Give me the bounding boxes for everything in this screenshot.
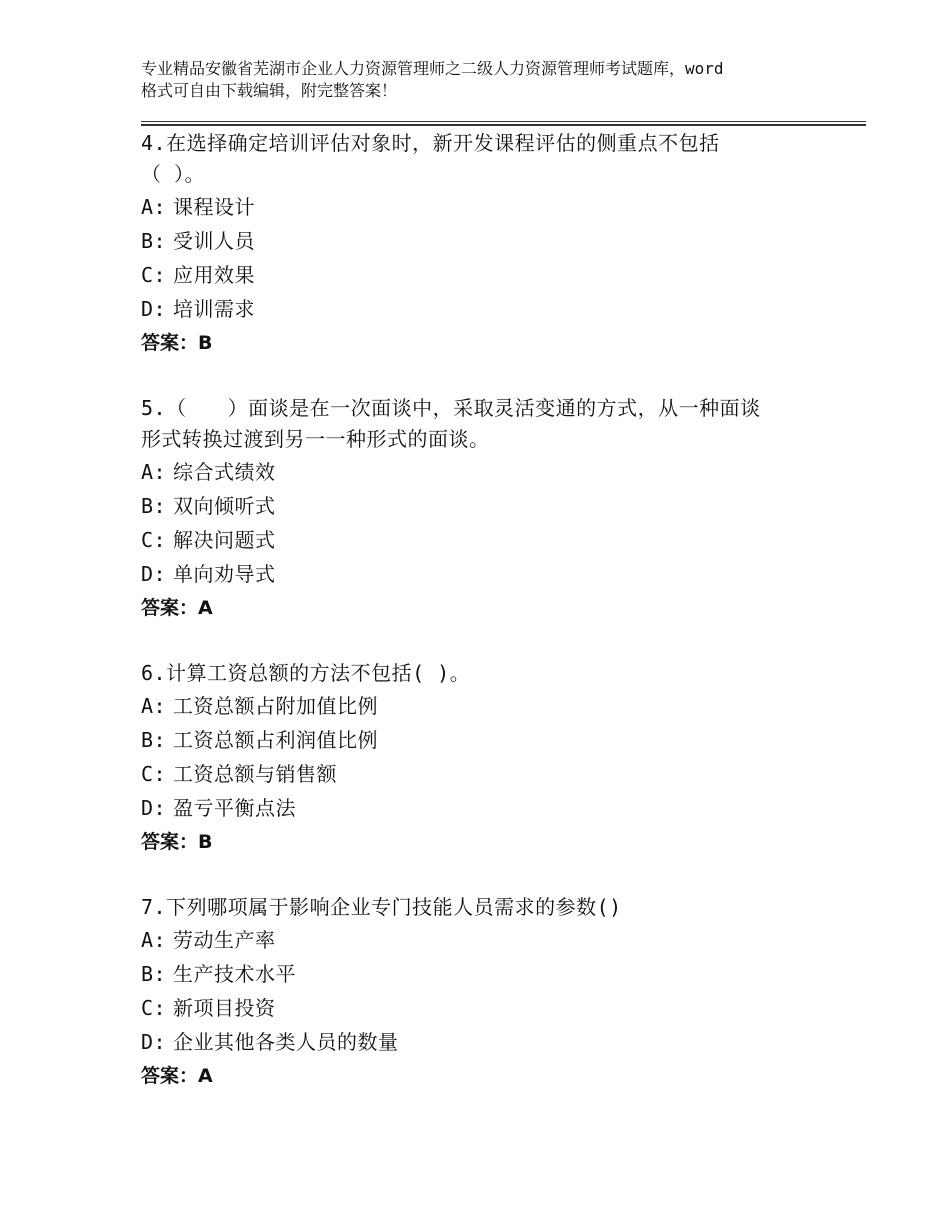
option-letter: C: (141, 762, 167, 786)
question-list (141, 128, 821, 1126)
option-letter: B: (141, 962, 167, 986)
question-stem: 7.下列哪项属于影响企业专门技能人员需求的参数() (141, 895, 622, 919)
option-text: 双向倾听式 (173, 494, 276, 518)
option-d (141, 1025, 821, 1059)
option-letter: B: (141, 229, 167, 253)
option-text: 课程设计 (173, 195, 255, 219)
header-line-1: 专业精品安徽省芜湖市企业人力资源管理师之二级人力资源管理师考试题库，word (141, 59, 724, 78)
question-stem: 6.计算工资总额的方法不包括( )。 (141, 661, 471, 685)
option-text: 单向劝导式 (173, 562, 276, 586)
option-b (141, 224, 821, 258)
option-letter: A: (141, 928, 167, 952)
question-7 (141, 892, 821, 1093)
option-c (141, 523, 821, 557)
question-5 (141, 393, 821, 625)
option-letter: A: (141, 460, 167, 484)
option-d (141, 557, 821, 591)
option-a (141, 689, 821, 723)
question-6 (141, 658, 821, 859)
option-c (141, 991, 821, 1025)
answer-label: 答案：B (141, 332, 213, 354)
option-a (141, 923, 821, 957)
option-d (141, 791, 821, 825)
option-a (141, 190, 821, 224)
option-text: 综合式绩效 (173, 460, 276, 484)
option-a (141, 455, 821, 489)
option-letter: A: (141, 694, 167, 718)
option-letter: D: (141, 297, 167, 321)
header-line-2: 格式可自由下载编辑，附完整答案！ (141, 81, 398, 100)
question-4 (141, 128, 821, 360)
option-c (141, 757, 821, 791)
option-letter: D: (141, 562, 167, 586)
option-text: 解决问题式 (173, 528, 276, 552)
option-letter: C: (141, 263, 167, 287)
option-text: 生产技术水平 (173, 962, 296, 986)
answer-label: 答案：A (141, 597, 213, 619)
option-text: 受训人员 (173, 229, 255, 253)
question-stem: 4.在选择确定培训评估对象时，新开发课程评估的侧重点不包括 (141, 131, 720, 155)
option-text: 应用效果 (173, 263, 255, 287)
option-text: 劳动生产率 (173, 928, 276, 952)
option-letter: A: (141, 195, 167, 219)
document-header (141, 58, 841, 102)
option-letter: C: (141, 528, 167, 552)
option-letter: B: (141, 728, 167, 752)
option-letter: C: (141, 996, 167, 1020)
option-text: 工资总额与销售额 (173, 762, 337, 786)
option-b (141, 489, 821, 523)
option-text: 培训需求 (173, 297, 255, 321)
option-text: 工资总额占附加值比例 (173, 694, 378, 718)
answer-label: 答案：A (141, 1065, 213, 1087)
option-letter: D: (141, 796, 167, 820)
option-b (141, 957, 821, 991)
option-letter: B: (141, 494, 167, 518)
option-text: 企业其他各类人员的数量 (173, 1030, 399, 1054)
option-text: 工资总额占利润值比例 (173, 728, 378, 752)
option-text: 新项目投资 (173, 996, 276, 1020)
question-stem-continued: 形式转换过渡到另一一种形式的面谈。 (141, 427, 490, 451)
header-divider (141, 121, 866, 126)
question-stem: 5.（ ）面谈是在一次面谈中，采取灵活变通的方式，从一种面谈 (141, 396, 761, 420)
option-b (141, 723, 821, 757)
option-text: 盈亏平衡点法 (173, 796, 296, 820)
option-d (141, 292, 821, 326)
option-c (141, 258, 821, 292)
question-stem-continued: （ ）。 (141, 162, 206, 186)
answer-label: 答案：B (141, 831, 213, 853)
option-letter: D: (141, 1030, 167, 1054)
